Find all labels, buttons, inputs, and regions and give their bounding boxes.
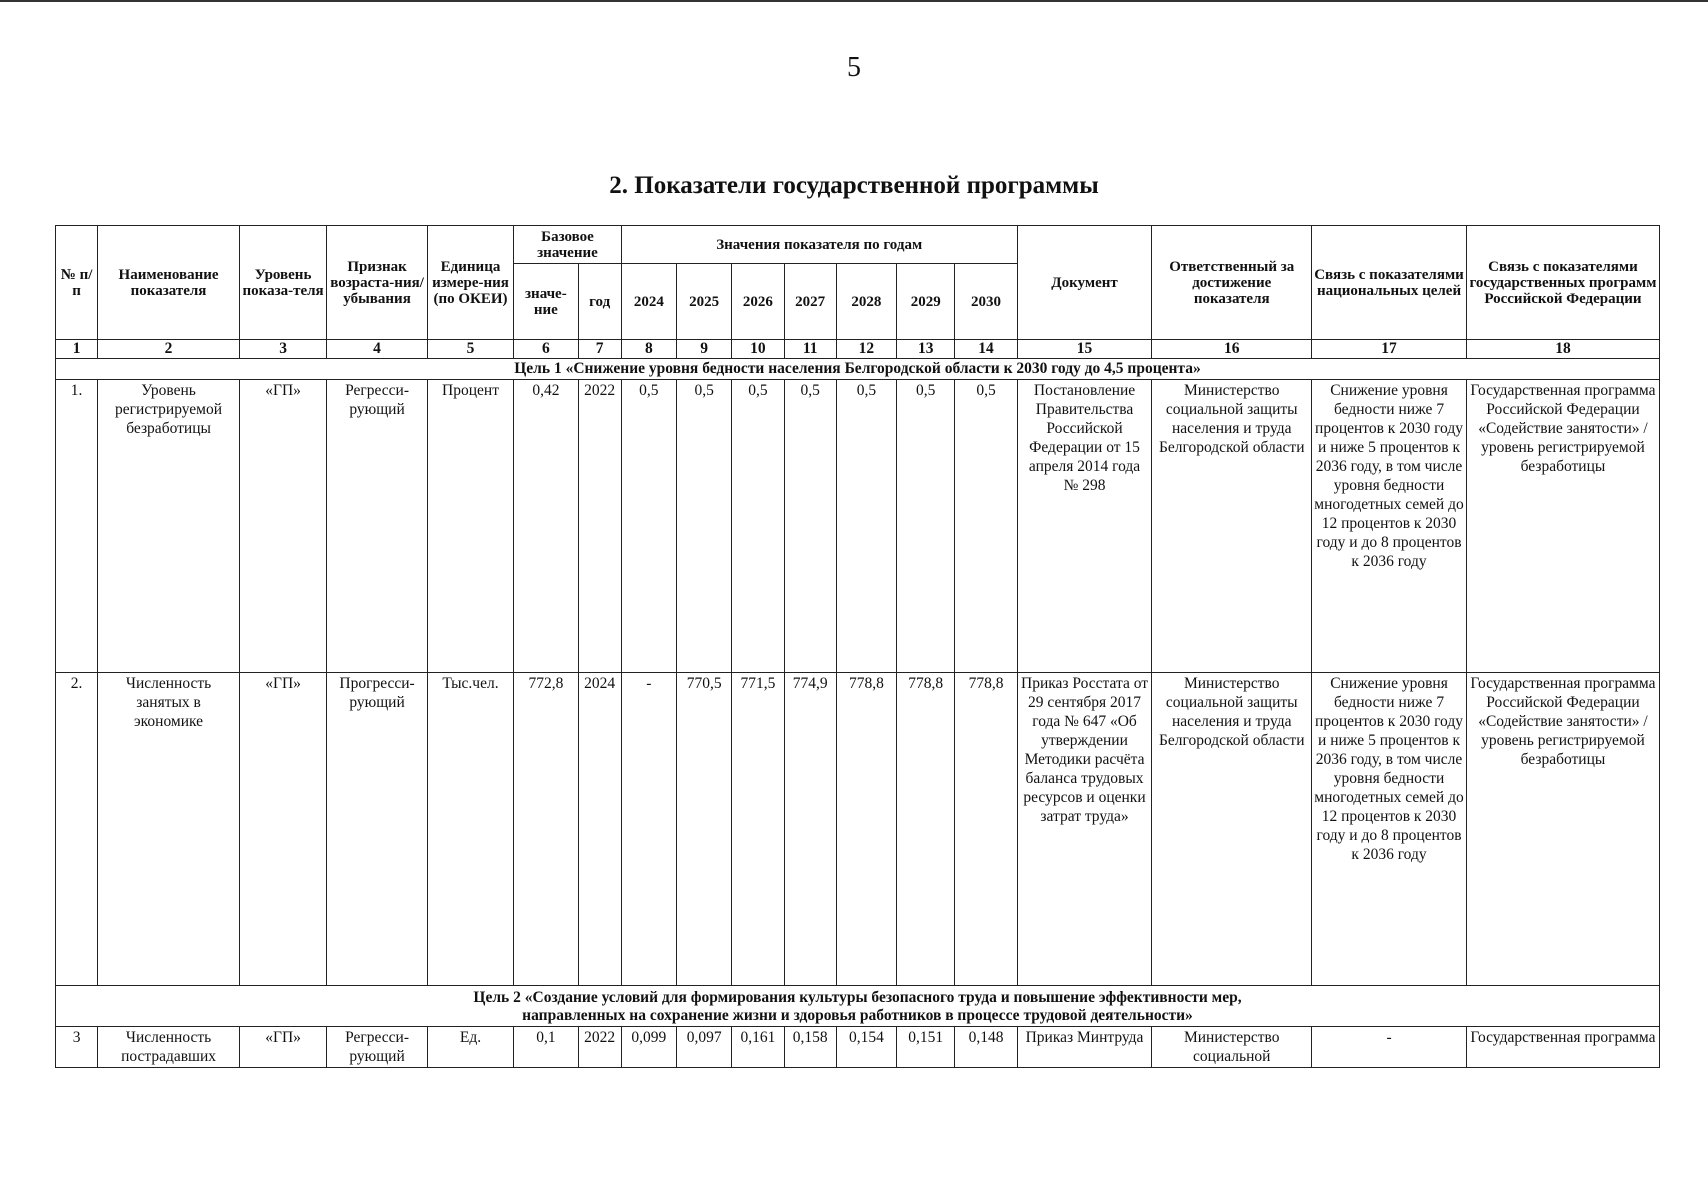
goal-2-line-1: Цель 2 «Создание условий для формирования культуры безопасного труда и повышение эффективности мер, [473, 989, 1242, 1006]
table-row [56, 1027, 1660, 1068]
header-name: Наименование показателя [98, 226, 240, 340]
responsible-body: Министерство социальной защиты населения и труда Белгородской области [1152, 673, 1312, 986]
column-number: 3 [239, 340, 326, 359]
year-value: 0,5 [955, 380, 1017, 673]
year-value: 771,5 [732, 673, 784, 986]
indicator-name: Численность пострадавших [98, 1027, 240, 1068]
column-number: 8 [621, 340, 676, 359]
year-value: 774,9 [784, 673, 836, 986]
year-value: 0,5 [621, 380, 676, 673]
column-number: 7 [578, 340, 621, 359]
indicator-unit: Процент [427, 380, 513, 673]
indicator-level: «ГП» [239, 380, 326, 673]
year-value: 0,097 [677, 1027, 732, 1068]
year-value: 770,5 [677, 673, 732, 986]
state-program-link: Государственная программа Российской Федерации «Содействие занятости» / уровень регистрируемой безработицы [1466, 673, 1659, 986]
indicator-unit: Ед. [427, 1027, 513, 1068]
page-title: 2. Показатели государственной программы [609, 172, 1099, 199]
base-value: 772,8 [514, 673, 578, 986]
indicator-sign: Прогресси-рующий [327, 673, 427, 986]
base-value: 0,42 [514, 380, 578, 673]
row-num: 1. [56, 380, 98, 673]
column-number: 15 [1017, 340, 1152, 359]
year-value: 778,8 [955, 673, 1017, 986]
header-year: 2028 [836, 264, 896, 340]
column-number: 12 [836, 340, 896, 359]
column-number: 6 [514, 340, 578, 359]
table-row [56, 673, 1660, 986]
state-program-link: Государственная программа Российской Федерации «Содействие занятости» / уровень регистрируемой безработицы [1466, 380, 1659, 673]
header-year: 2025 [677, 264, 732, 340]
header-responsible: Ответственный за достижение показателя [1152, 226, 1312, 340]
responsible-body: Министерство социальной [1152, 1027, 1312, 1068]
header-state-link: Связь с показателями государственных программ Российской Федерации [1466, 226, 1659, 340]
year-value: 0,5 [784, 380, 836, 673]
indicator-name: Численность занятых в экономике [98, 673, 240, 986]
header-base-value: значе-ние [514, 264, 578, 340]
column-number: 17 [1312, 340, 1467, 359]
base-year: 2022 [578, 1027, 621, 1068]
header-sign: Признак возраста-ния/ убывания [327, 226, 427, 340]
table-row [56, 380, 1660, 673]
national-goal-link: Снижение уровня бедности ниже 7 процентов к 2030 году и ниже 5 процентов к 2036 году, в том числе уровня бедности многодетных семей до 12 процентов к 2030 году и до 8 процентов к 2036 году [1312, 673, 1467, 986]
column-number: 11 [784, 340, 836, 359]
goal-row [56, 986, 1660, 1027]
column-number: 9 [677, 340, 732, 359]
national-goal-link: Снижение уровня бедности ниже 7 процентов к 2030 году и ниже 5 процентов к 2036 году, в том числе уровня бедности многодетных семей до 12 процентов к 2030 году и до 8 процентов к 2036 году [1312, 380, 1467, 673]
header-row-1 [56, 226, 1660, 264]
header-num: № п/п [56, 226, 98, 340]
year-value: - [621, 673, 676, 986]
header-unit: Единица измере-ния (по ОКЕИ) [427, 226, 513, 340]
header-year: 2024 [621, 264, 676, 340]
indicators-table [55, 225, 1660, 1068]
document-ref: Постановление Правительства Российской Федерации от 15 апреля 2014 года № 298 [1017, 380, 1152, 673]
state-program-link: Государственная программа [1466, 1027, 1659, 1068]
header-year: 2027 [784, 264, 836, 340]
indicator-level: «ГП» [239, 1027, 326, 1068]
header-year: 2026 [732, 264, 784, 340]
column-number: 18 [1466, 340, 1659, 359]
year-value: 778,8 [897, 673, 955, 986]
year-value: 0,148 [955, 1027, 1017, 1068]
indicator-sign: Регресси-рующий [327, 380, 427, 673]
header-base: Базовое значение [514, 226, 622, 264]
column-number: 4 [327, 340, 427, 359]
header-level: Уровень показа-теля [239, 226, 326, 340]
page-number: 5 [847, 52, 861, 83]
base-year: 2022 [578, 380, 621, 673]
header-national-link: Связь с показателями национальных целей [1312, 226, 1467, 340]
base-year: 2024 [578, 673, 621, 986]
header-year: 2030 [955, 264, 1017, 340]
year-value: 0,154 [836, 1027, 896, 1068]
column-number: 16 [1152, 340, 1312, 359]
year-value: 0,5 [897, 380, 955, 673]
column-number-row [56, 340, 1660, 359]
indicator-sign: Регресси-рующий [327, 1027, 427, 1068]
row-num: 3 [56, 1027, 98, 1068]
top-border-line [0, 0, 1708, 2]
year-value: 0,5 [732, 380, 784, 673]
column-number: 5 [427, 340, 513, 359]
indicator-level: «ГП» [239, 673, 326, 986]
goal-2-title [56, 986, 1660, 1027]
document-ref: Приказ Минтруда [1017, 1027, 1152, 1068]
document-ref: Приказ Росстата от 29 сентября 2017 года № 647 «Об утверждении Методики расчёта баланса трудовых ресурсов и оценки затрат труда» [1017, 673, 1152, 986]
column-number: 14 [955, 340, 1017, 359]
indicator-name: Уровень регистрируемой безработицы [98, 380, 240, 673]
column-number: 10 [732, 340, 784, 359]
year-value: 0,151 [897, 1027, 955, 1068]
responsible-body: Министерство социальной защиты населения и труда Белгородской области [1152, 380, 1312, 673]
column-number: 1 [56, 340, 98, 359]
goal-1-title: Цель 1 «Снижение уровня бедности населения Белгородской области к 2030 году до 4,5 процента» [56, 359, 1660, 380]
header-base-year: год [578, 264, 621, 340]
indicator-unit: Тыс.чел. [427, 673, 513, 986]
header-values-by-year: Значения показателя по годам [621, 226, 1017, 264]
national-goal-link: - [1312, 1027, 1467, 1068]
base-value: 0,1 [514, 1027, 578, 1068]
row-num: 2. [56, 673, 98, 986]
column-number: 2 [98, 340, 240, 359]
header-year: 2029 [897, 264, 955, 340]
column-number: 13 [897, 340, 955, 359]
header-document: Документ [1017, 226, 1152, 340]
goal-row [56, 359, 1660, 380]
year-value: 0,5 [677, 380, 732, 673]
year-value: 0,158 [784, 1027, 836, 1068]
year-value: 0,099 [621, 1027, 676, 1068]
year-value: 0,161 [732, 1027, 784, 1068]
year-value: 778,8 [836, 673, 896, 986]
goal-2-line-2: направленных на сохранение жизни и здоровья работников в процессе трудовой деятельности» [522, 1007, 1193, 1024]
year-value: 0,5 [836, 380, 896, 673]
